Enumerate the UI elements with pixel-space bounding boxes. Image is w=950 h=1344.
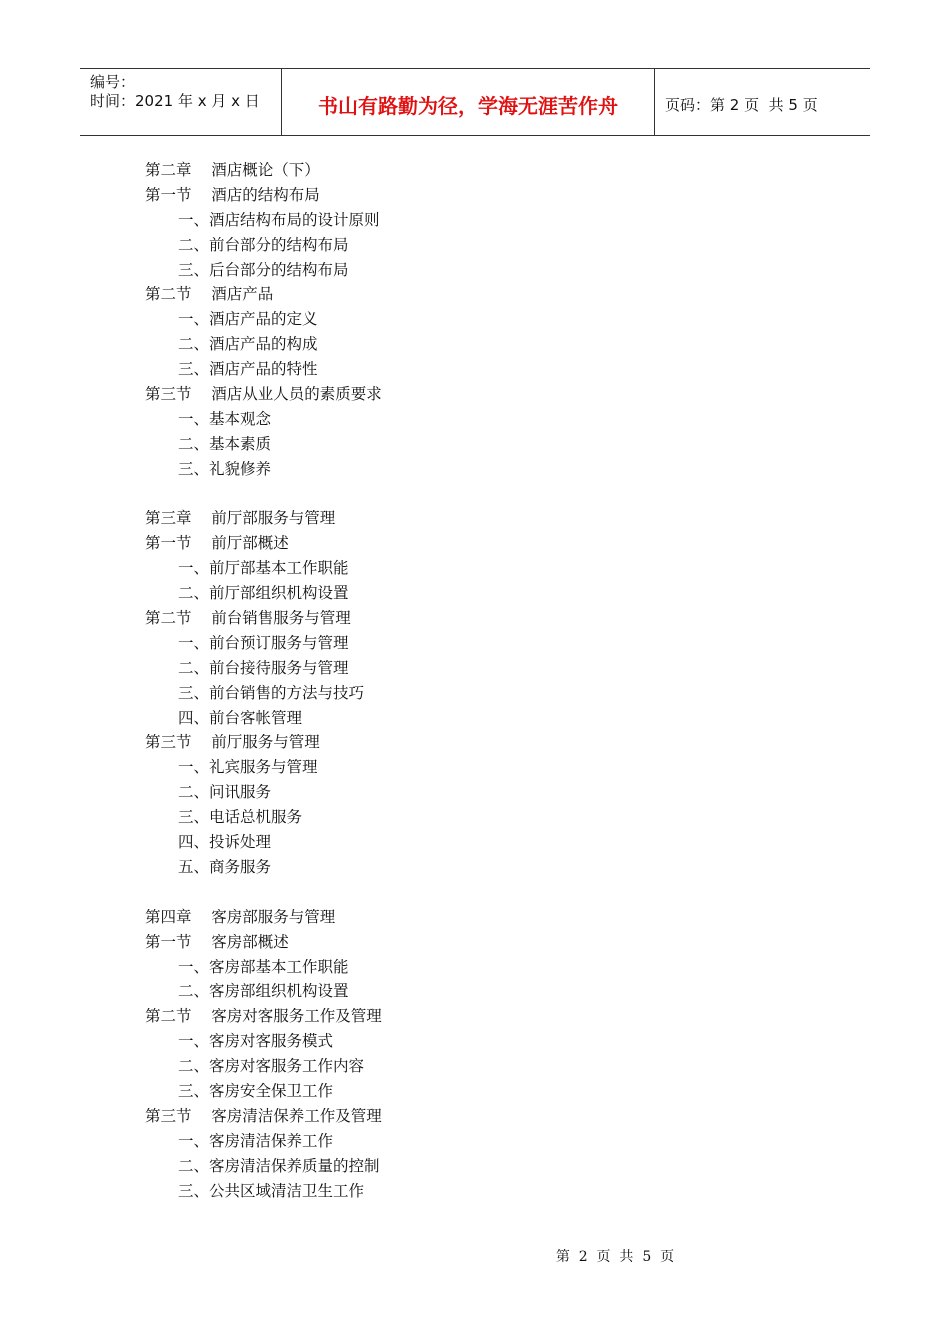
toc-heading: 第四章 客房部服务与管理	[145, 907, 336, 926]
toc-subitem: 一、基本观念	[178, 409, 272, 428]
header-motto: 书山有路勤为径，学海无涯苦作舟	[282, 69, 655, 135]
toc-subitem: 四、投诉处理	[178, 833, 272, 852]
toc-subitem: 三、礼貌修养	[178, 459, 272, 478]
toc-heading: 第一节 酒店的结构布局	[145, 185, 320, 204]
page-header	[80, 68, 870, 136]
toc-subitem: 二、前台部分的结构布局	[178, 235, 349, 254]
toc-subitem: 一、客房清洁保养工作	[178, 1131, 334, 1150]
toc-heading: 第二章 酒店概论（下）	[145, 161, 320, 179]
toc-subitem: 二、酒店产品的构成	[178, 335, 318, 354]
toc-heading: 第二节 客房对客服务工作及管理	[145, 1007, 382, 1026]
toc-heading: 第一节 前厅部概述	[145, 534, 289, 553]
toc-subitem: 三、前台销售的方法与技巧	[178, 683, 365, 702]
table-of-contents	[145, 158, 382, 1203]
toc-subitem: 一、前厅部基本工作职能	[178, 559, 349, 578]
toc-heading: 第三节 酒店从业人员的素质要求	[145, 385, 382, 404]
toc-subitem: 一、礼宾服务与管理	[178, 758, 318, 777]
toc-heading: 第二节 酒店产品	[145, 285, 274, 304]
toc-subitem: 二、问讯服务	[178, 783, 272, 802]
toc-subitem: 三、客房安全保卫工作	[178, 1081, 334, 1100]
toc-subitem: 三、电话总机服务	[178, 808, 303, 827]
toc-subitem: 二、客房清洁保养质量的控制	[178, 1156, 380, 1175]
page-footer: 第 2 页 共 5 页	[555, 1249, 675, 1265]
toc-subitem: 三、后台部分的结构布局	[178, 260, 349, 279]
toc-subitem: 一、酒店结构布局的设计原则	[178, 210, 380, 229]
toc-heading: 第一节 客房部概述	[145, 932, 289, 951]
toc-subitem: 三、酒店产品的特性	[178, 360, 318, 379]
toc-heading: 第三节 前厅服务与管理	[145, 733, 320, 752]
toc-subitem: 二、前厅部组织机构设置	[178, 584, 349, 603]
toc-subitem: 二、基本素质	[178, 434, 272, 453]
date-label: 时间：2021 年 x 月 x 日	[90, 92, 260, 110]
toc-subitem: 一、客房对客服务模式	[178, 1032, 334, 1051]
toc-subitem: 四、前台客帐管理	[178, 708, 303, 727]
toc-spacer	[145, 482, 382, 507]
toc-heading: 第三章 前厅部服务与管理	[145, 509, 336, 528]
toc-subitem: 二、客房部组织机构设置	[178, 982, 349, 1001]
toc-subitem: 一、前台预订服务与管理	[178, 633, 349, 652]
toc-subitem: 二、前台接待服务与管理	[178, 658, 349, 677]
toc-heading: 第二节 前台销售服务与管理	[145, 609, 351, 628]
toc-subitem: 五、商务服务	[178, 857, 272, 876]
number-label: 编号：	[90, 73, 136, 91]
toc-subitem: 三、公共区域清洁卫生工作	[178, 1181, 365, 1200]
toc-subitem: 一、客房部基本工作职能	[178, 957, 349, 976]
header-page-info: 页码：第 2 页 共 5 页	[665, 95, 818, 114]
toc-spacer	[145, 880, 382, 905]
toc-heading: 第三节 客房清洁保养工作及管理	[145, 1106, 382, 1125]
toc-subitem: 二、客房对客服务工作内容	[178, 1057, 365, 1076]
header-meta	[80, 69, 282, 135]
toc-subitem: 一、酒店产品的定义	[178, 310, 318, 329]
